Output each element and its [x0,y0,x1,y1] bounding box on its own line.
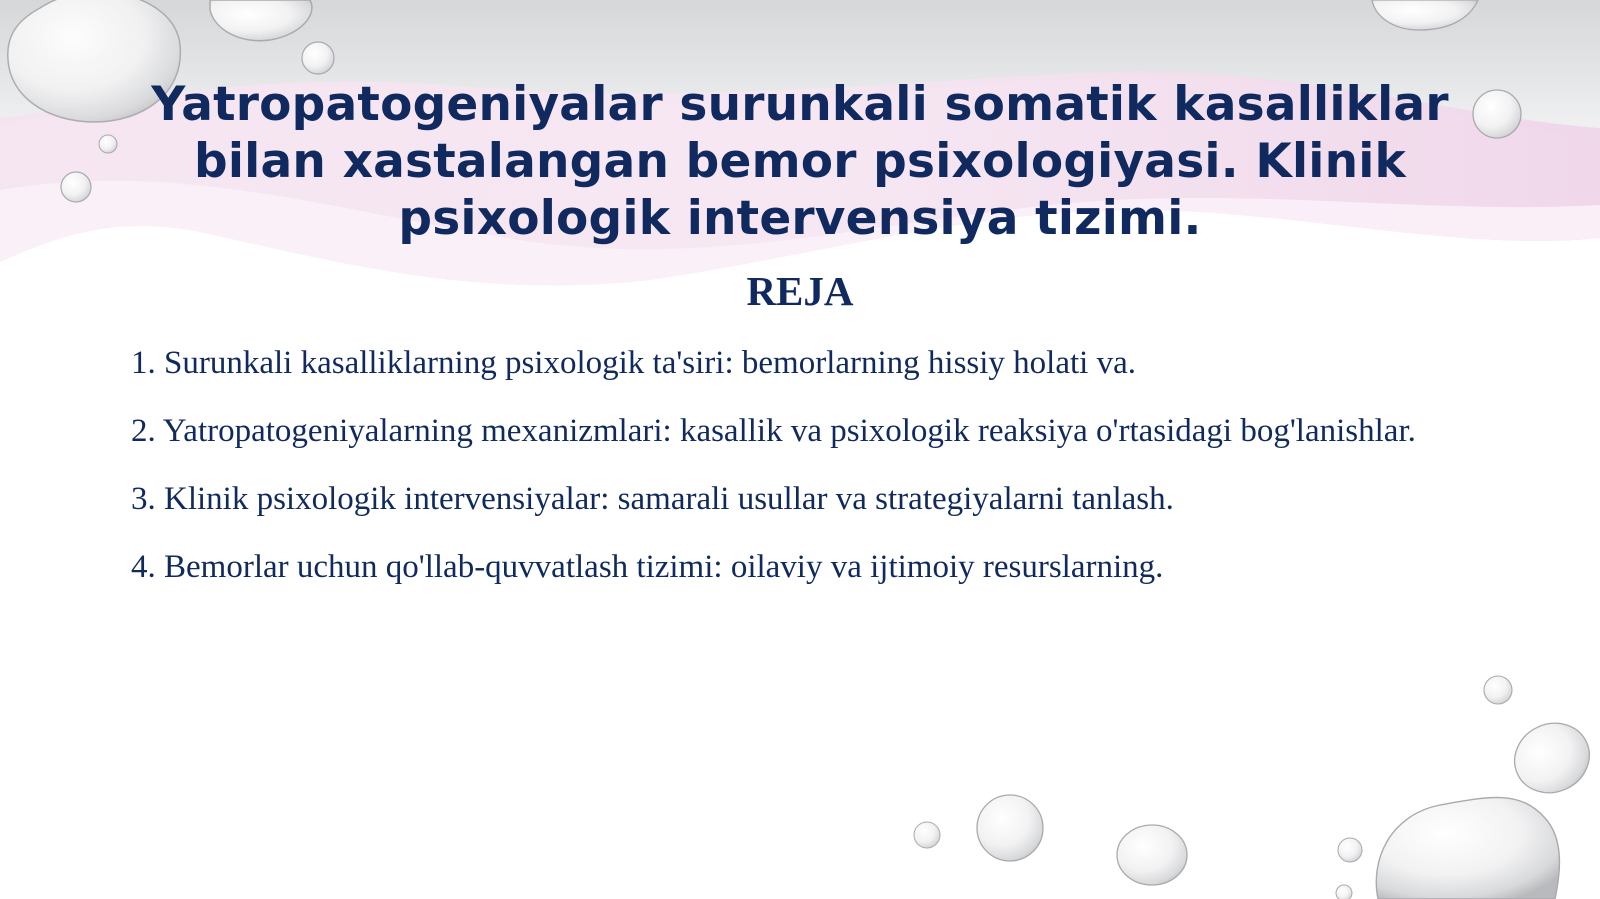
slide-title: Yatropatogeniyalar surunkali somatik kasalliklar bilan xastalangan bemor psixologiyasi. Klinik psixologik intervensiya tizimi. [151,77,1449,246]
plan-item-3: 3. Klinik psixologik intervensiyalar: samarali usullar va strategiyalarni tanlash. [131,481,1174,517]
droplets-bottom-right [914,676,1600,899]
plan-item-4: 4. Bemorlar uchun qo'llab-quvvatlash tizimi: oilaviy va ijtimoiy resurslarning. [131,549,1164,585]
plan-list [131,337,1431,609]
plan-heading: REJA [746,268,854,314]
plan-item-1: 1. Surunkali kasalliklarning psixologik ta'siri: bemorlarning hissiy holati va. [131,345,1136,381]
plan-item-2: 2. Yatropatogeniyalarning mexanizmlari: kasallik va psixologik reaksiya o'rtasidagi bog'lanishlar. [131,413,1416,449]
